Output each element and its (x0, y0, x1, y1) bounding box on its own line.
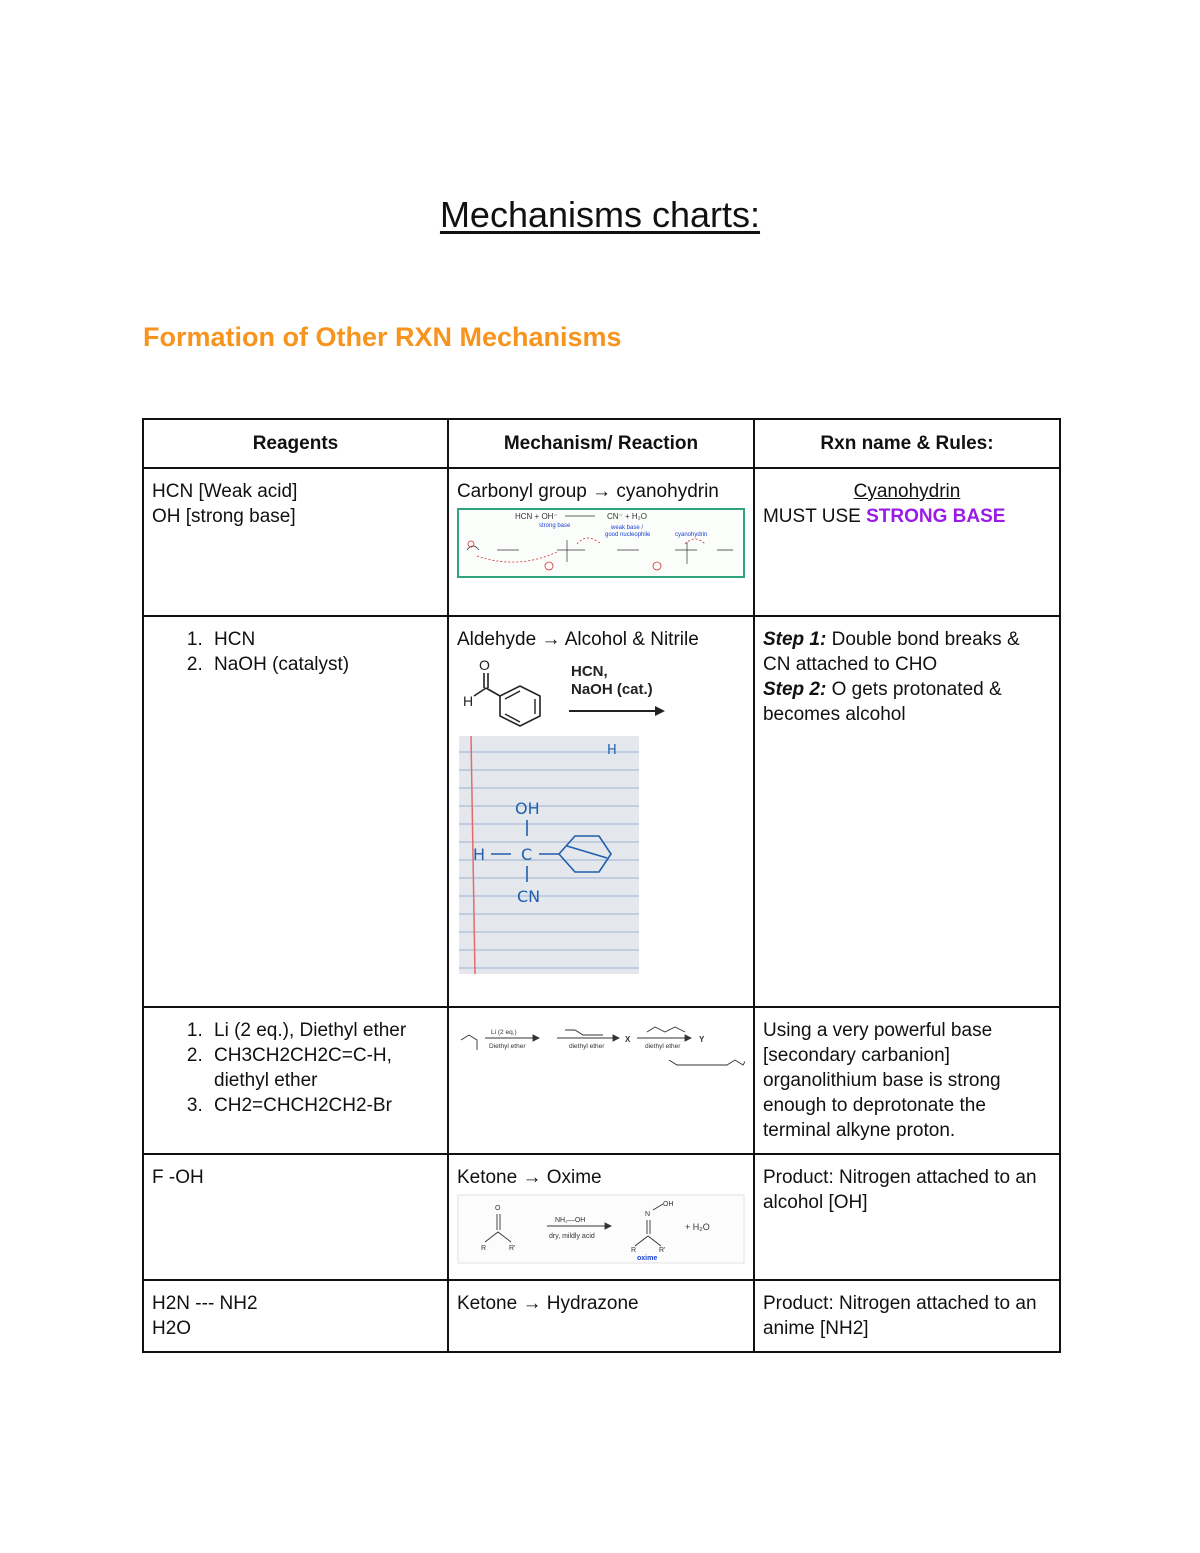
svg-text:O: O (478, 657, 490, 673)
reagents-cell (143, 468, 448, 616)
benzaldehyde-scheme-image (457, 656, 677, 730)
scheme-reactants: HCN + OH⁻ (514, 512, 558, 521)
rule-line (763, 504, 1051, 529)
step-1-text: Double bond breaks & CN attached to CHO (762, 629, 1020, 675)
header-mechanism: Mechanism/ Reaction (448, 419, 754, 468)
reagent-line: F -OH (152, 1167, 204, 1188)
scheme-products: CN⁻ + H₂O (606, 512, 647, 521)
mechanism-cell (448, 1154, 754, 1280)
scheme-reagent-1: HCN, (570, 663, 608, 680)
rules-cell (754, 468, 1060, 616)
section-heading: Formation of Other RXN Mechanisms (143, 322, 622, 352)
scheme-x: X (624, 1035, 631, 1044)
rule-text: Product: Nitrogen attached to an alcohol [OH] (762, 1167, 1037, 1213)
reagents-cell (143, 616, 448, 1007)
scheme-y: Y (698, 1035, 705, 1044)
oxime-product-label: oxime (636, 1255, 658, 1262)
table-row (143, 616, 1060, 1007)
rules-cell (754, 1154, 1060, 1280)
svg-text:R: R (480, 1245, 487, 1252)
step-2-label: Step 2: (762, 679, 827, 700)
arrow-2-bottom: diethyl ether (568, 1043, 605, 1050)
rules-cell (754, 1280, 1060, 1352)
table-row (143, 468, 1060, 616)
arrow-3-bottom: diethyl ether (644, 1043, 681, 1050)
svg-text:R': R' (508, 1245, 516, 1252)
hand-oh: OH (514, 799, 540, 818)
list-item: 2. CH3CH2CH2C=C-H, diethyl ether (208, 1043, 439, 1093)
table-row (143, 1280, 1060, 1352)
handwritten-product-photo (459, 736, 639, 974)
header-rules: Rxn name & Rules: (754, 419, 1060, 468)
reagent-line: HCN [Weak acid] (152, 481, 298, 502)
mechanism-text: Aldehyde → Alcohol & Nitrile (456, 629, 699, 650)
reagents-cell (143, 1007, 448, 1154)
rules-cell (754, 1007, 1060, 1154)
document-title: Mechanisms charts: (439, 194, 761, 235)
mechanism-text: Carbonyl group → cyanohydrin (456, 481, 719, 502)
svg-text:H: H (462, 693, 474, 709)
table-header-row (143, 419, 1060, 468)
scheme-note-1: weak base / (610, 525, 643, 531)
organolithium-scheme-image (457, 1022, 745, 1082)
hand-h: H (472, 845, 485, 864)
oxime-arrow-top: NH₂—OH (554, 1217, 586, 1224)
hand-corner: H (606, 743, 617, 758)
reagents-list (152, 627, 439, 677)
oxime-arrow-bottom: dry, mildly acid (548, 1233, 595, 1240)
rule-text: Product: Nitrogen attached to an anime [NH2] (762, 1293, 1037, 1339)
reagent-line: H2O (152, 1318, 192, 1339)
svg-text:OH: OH (662, 1201, 674, 1208)
svg-text:O: O (494, 1205, 501, 1212)
reagent-line: OH [strong base] (152, 506, 296, 527)
mechanism-text: Ketone → Hydrazone (456, 1293, 639, 1314)
step-1-label: Step 1: (762, 629, 827, 650)
step-2-text: O gets protonated & becomes alcohol (762, 679, 1002, 725)
mechanism-cell (448, 616, 754, 1007)
rule-highlight: STRONG BASE (866, 506, 1006, 527)
list-item: 1. Li (2 eq.), Diethyl ether (208, 1018, 439, 1043)
list-item: 3. CH2=CHCH2CH2-Br (208, 1093, 439, 1118)
arrow-1-top: Li (2 eq.) (490, 1029, 517, 1036)
mechanism-cell (448, 1280, 754, 1352)
table-row (143, 1154, 1060, 1280)
cyanohydrin-scheme-image (457, 508, 745, 578)
step-1 (763, 627, 1051, 677)
hand-c: C (520, 845, 533, 864)
scheme-product-label: cyanohydrin (674, 532, 708, 538)
rxn-name: Cyanohydrin (853, 481, 961, 502)
scheme-reagent-2: NaOH (cat.) (570, 681, 653, 698)
rules-cell (754, 616, 1060, 1007)
scheme-arrow-label: strong base (538, 523, 571, 529)
mechanism-cell (448, 468, 754, 616)
rule-prefix: MUST USE (762, 506, 867, 527)
scheme-note-2: good nucleophile (604, 532, 651, 538)
mechanism-text: Ketone → Oxime (456, 1167, 602, 1188)
svg-text:R': R' (658, 1247, 666, 1254)
svg-text:N: N (644, 1211, 651, 1218)
svg-text:R: R (630, 1247, 637, 1254)
header-reagents: Reagents (143, 419, 448, 468)
rule-text: Using a very powerful base [secondary carbanion] organolithium base is strong enough to deprotonate the terminal alkyne proton. (762, 1020, 1001, 1141)
mechanisms-table (142, 418, 1061, 1353)
list-item: 1. HCN (208, 627, 439, 652)
step-2 (763, 677, 1051, 727)
reagents-cell (143, 1280, 448, 1352)
list-item: 2. NaOH (catalyst) (208, 652, 439, 677)
oxime-water: + H₂O (684, 1222, 710, 1232)
arrow-1-bottom: Diethyl ether (488, 1043, 526, 1050)
reagents-list (152, 1018, 439, 1118)
oxime-scheme-image (457, 1194, 745, 1264)
reagents-cell (143, 1154, 448, 1280)
hand-cn: CN (516, 887, 541, 906)
table-row (143, 1007, 1060, 1154)
reagent-line: H2N --- NH2 (152, 1293, 258, 1314)
mechanism-cell (448, 1007, 754, 1154)
